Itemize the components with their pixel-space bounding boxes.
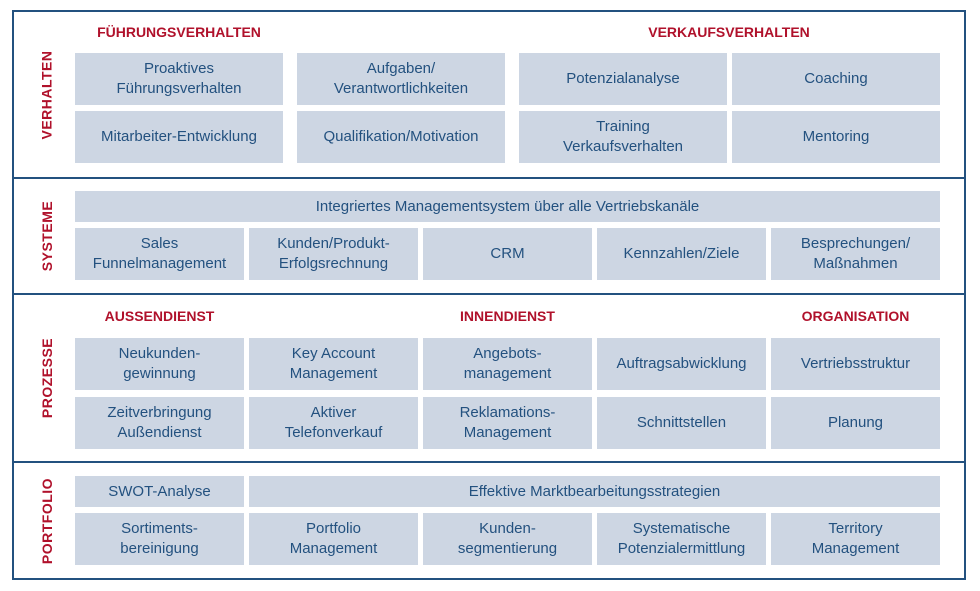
section-divider <box>12 461 966 463</box>
box-vertriebsstruktur: Vertriebsstruktur <box>771 338 940 390</box>
heading-organisation: ORGANISATION <box>801 308 910 324</box>
box-schnittstellen: Schnittstellen <box>597 397 766 449</box>
box-besprechungen-massnahmen: Besprechungen/ Maßnahmen <box>771 228 940 280</box>
box-proaktives-fuehrungsverhalten: Proaktives Führungsverhalten <box>75 53 283 105</box>
box-kennzahlen-ziele: Kennzahlen/Ziele <box>597 228 766 280</box>
box-swot-analyse: SWOT-Analyse <box>75 476 244 507</box>
box-mitarbeiter-entwicklung: Mitarbeiter-Entwicklung <box>75 111 283 163</box>
box-neukundengewinnung: Neukunden- gewinnung <box>75 338 244 390</box>
box-training-verkaufsverhalten: Training Verkaufsverhalten <box>519 111 727 163</box>
box-coaching: Coaching <box>732 53 940 105</box>
box-reklamations-management: Reklamations- Management <box>423 397 592 449</box>
box-potenzialanalyse: Potenzialanalyse <box>519 53 727 105</box>
section-label-verhalten: VERHALTEN <box>39 49 55 140</box>
box-sortimentsbereinigung: Sortiments- bereinigung <box>75 513 244 565</box>
section-label-systeme: SYSTEME <box>39 200 55 272</box>
box-planung: Planung <box>771 397 940 449</box>
heading-verkaufsverhalten: VERKAUFSVERHALTEN <box>648 24 810 40</box>
section-divider <box>12 293 966 295</box>
box-qualifikation-motivation: Qualifikation/Motivation <box>297 111 505 163</box>
box-territory-management: Territory Management <box>771 513 940 565</box>
box-effektive-marktbearbeitungsstrategien: Effektive Marktbearbeitungsstrategien <box>249 476 940 507</box>
box-portfolio-management: Portfolio Management <box>249 513 418 565</box>
section-divider <box>12 177 966 179</box>
box-aktiver-telefonverkauf: Aktiver Telefonverkauf <box>249 397 418 449</box>
heading-aussendienst: AUSSENDIENST <box>104 308 215 324</box>
box-crm: CRM <box>423 228 592 280</box>
box-systematische-potenzialermittlung: Systematische Potenzialermittlung <box>597 513 766 565</box>
box-kundensegmentierung: Kunden- segmentierung <box>423 513 592 565</box>
box-angebotsmanagement: Angebots- management <box>423 338 592 390</box>
box-key-account-management: Key Account Management <box>249 338 418 390</box>
heading-fuehrungsverhalten: FÜHRUNGSVERHALTEN <box>97 24 261 40</box>
box-aufgaben-verantwortlichkeiten: Aufgaben/ Verantwortlichkeiten <box>297 53 505 105</box>
section-label-prozesse: PROZESSE <box>39 337 55 419</box>
box-auftragsabwicklung: Auftragsabwicklung <box>597 338 766 390</box>
box-mentoring: Mentoring <box>732 111 940 163</box>
section-label-portfolio: PORTFOLIO <box>39 477 56 564</box>
box-sales-funnelmanagement: Sales Funnelmanagement <box>75 228 244 280</box>
heading-innendienst: INNENDIENST <box>460 308 555 324</box>
box-kunden-produkt-erfolgsrechnung: Kunden/Produkt- Erfolgsrechnung <box>249 228 418 280</box>
box-zeitverbringung-aussendienst: Zeitverbringung Außendienst <box>75 397 244 449</box>
box-integriertes-managementsystem: Integriertes Managementsystem über alle Vertriebskanäle <box>75 191 940 222</box>
